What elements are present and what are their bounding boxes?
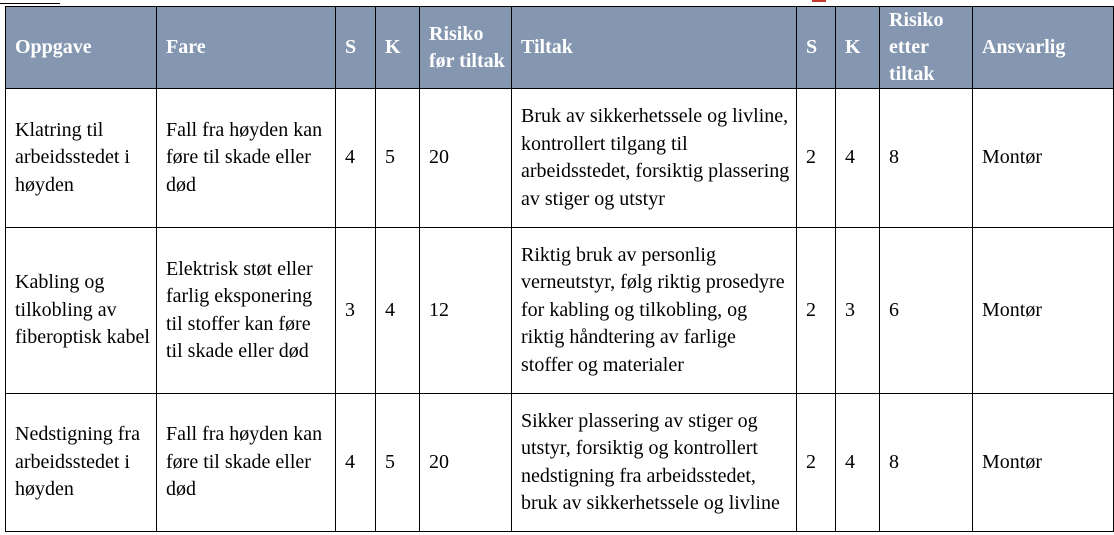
cell-risk-after: 8 — [880, 89, 973, 228]
header-risk-before: Risiko før tiltak — [420, 7, 512, 89]
table-row — [6, 228, 1114, 394]
cell-s-after: 2 — [797, 89, 836, 228]
revision-mark — [812, 0, 826, 2]
cell-s-before: 3 — [336, 228, 376, 394]
cell-fare: Elektrisk støt eller farlig eksponering til stoffer kan føre til skade eller død — [157, 228, 336, 394]
cell-risk-after: 8 — [880, 394, 973, 532]
header-tiltak: Tiltak — [512, 7, 797, 89]
risk-assessment-table — [5, 6, 1114, 532]
cell-fare: Fall fra høyden kan føre til skade eller død — [157, 394, 336, 532]
cell-tiltak: Riktig bruk av personlig verneutstyr, følg riktig prosedyre for kabling og tilkobling, og riktig håndtering av farlige stoffer og materialer — [512, 228, 797, 394]
cell-oppgave: Kabling og tilkobling av fiberoptisk kabel — [6, 228, 157, 394]
cell-ansvarlig: Montør — [973, 89, 1114, 228]
cell-tiltak: Sikker plassering av stiger og utstyr, forsiktig og kontrollert nedstigning fra arbeidsstedet, bruk av sikkerhetssele og livline — [512, 394, 797, 532]
header-s-before: S — [336, 7, 376, 89]
header-fare: Fare — [157, 7, 336, 89]
cell-risk-after: 6 — [880, 228, 973, 394]
header-k-after: K — [836, 7, 880, 89]
header-row — [6, 7, 1114, 89]
cell-s-before: 4 — [336, 394, 376, 532]
table-row — [6, 89, 1114, 228]
cell-oppgave: Nedstigning fra arbeidsstedet i høyden — [6, 394, 157, 532]
header-oppgave: Oppgave — [6, 7, 157, 89]
cell-oppgave: Klatring til arbeidsstedet i høyden — [6, 89, 157, 228]
cell-risk-before: 20 — [420, 394, 512, 532]
page-edge-rule — [0, 0, 60, 4]
cell-ansvarlig: Montør — [973, 228, 1114, 394]
table-row — [6, 394, 1114, 532]
header-risk-after: Risiko etter tiltak — [880, 7, 973, 89]
header-s-after: S — [797, 7, 836, 89]
cell-risk-before: 12 — [420, 228, 512, 394]
cell-s-after: 2 — [797, 394, 836, 532]
header-k-before: K — [376, 7, 420, 89]
cell-k-after: 4 — [836, 89, 880, 228]
cell-k-after: 4 — [836, 394, 880, 532]
cell-k-before: 4 — [376, 228, 420, 394]
header-ansvarlig: Ansvarlig — [973, 7, 1114, 89]
cell-tiltak: Bruk av sikkerhetssele og livline, kontrollert tilgang til arbeidsstedet, forsiktig plassering av stiger og utstyr — [512, 89, 797, 228]
cell-ansvarlig: Montør — [973, 394, 1114, 532]
cell-risk-before: 20 — [420, 89, 512, 228]
cell-k-before: 5 — [376, 89, 420, 228]
cell-k-before: 5 — [376, 394, 420, 532]
cell-fare: Fall fra høyden kan føre til skade eller død — [157, 89, 336, 228]
cell-k-after: 3 — [836, 228, 880, 394]
cell-s-after: 2 — [797, 228, 836, 394]
cell-s-before: 4 — [336, 89, 376, 228]
